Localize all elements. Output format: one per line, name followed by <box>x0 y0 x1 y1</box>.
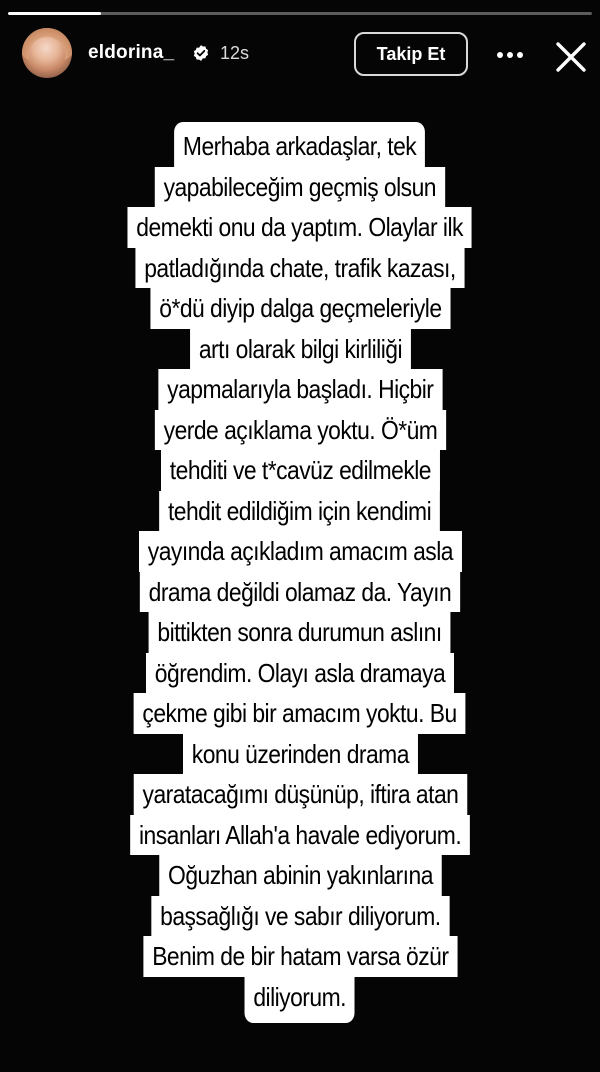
more-horizontal-icon <box>496 51 524 59</box>
story-text-line: yapmalarıyla başladı. Hiçbir <box>158 369 442 410</box>
story-text-line: öğrendim. Olayı asla dramaya <box>146 653 454 694</box>
story-text-line: bittikten sonra durumun aslını <box>149 612 451 653</box>
story-text-line: drama değildi olamaz da. Yayın <box>140 572 460 613</box>
story-progress-fill <box>8 12 101 15</box>
story-text-line: diliyorum. <box>245 977 355 1024</box>
story-text-line: yayında açıkladım amacım asla <box>139 531 462 572</box>
story-text-line: tehdit edildiğim için kendimi <box>160 491 441 532</box>
story-text-line: tehditi ve t*cavüz edilmekle <box>161 450 440 491</box>
story-text-line: yapabileceğim geçmiş olsun <box>155 167 445 208</box>
close-button[interactable] <box>552 38 590 76</box>
verified-badge-icon <box>192 44 210 62</box>
close-icon <box>555 41 587 73</box>
story-text-line: yerde açıklama yoktu. Ö*üm <box>154 410 445 451</box>
story-text-line: demekti onu da yaptım. Olaylar ilk <box>128 207 472 248</box>
story-text-line: Benim de bir hatam varsa özür <box>143 936 457 977</box>
story-text-line: patladığında chate, trafik kazası, <box>135 248 464 289</box>
more-options-button[interactable] <box>492 40 528 70</box>
story-text-line: çekme gibi bir amacım yoktu. Bu <box>134 693 466 734</box>
avatar[interactable] <box>22 28 72 78</box>
story-text-line: artı olarak bilgi kirliliği <box>190 329 411 370</box>
story-text-line: başsağlığı ve sabır diliyorum. <box>151 896 449 937</box>
follow-button[interactable]: Takip Et <box>354 32 468 76</box>
story-text-line: konu üzerinden drama <box>183 734 418 775</box>
story-text-line: Merhaba arkadaşlar, tek <box>175 122 426 167</box>
story-text-line: yaratacağımı düşünüp, iftira atan <box>133 774 466 815</box>
story-text-block <box>0 122 600 1023</box>
story-time: 12s <box>220 43 250 63</box>
story-text-line: ö*dü diyip dalga geçmeleriyle <box>150 288 450 329</box>
username[interactable]: eldorina_ <box>88 42 175 63</box>
story-text-line: Oğuzhan abinin yakınlarına <box>159 855 441 896</box>
story-progress-bar <box>8 12 592 15</box>
story-text-line: insanları Allah'a havale ediyorum. <box>130 815 470 856</box>
story-header <box>0 24 600 88</box>
